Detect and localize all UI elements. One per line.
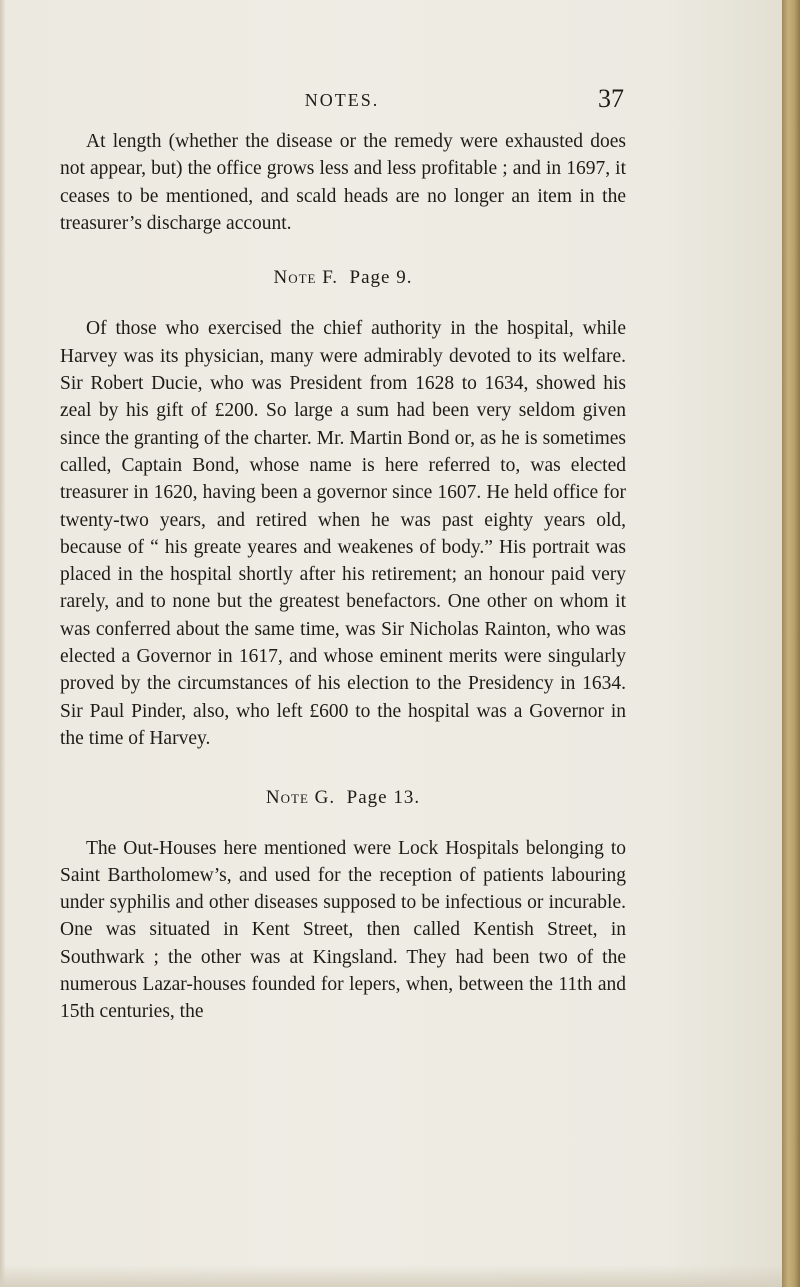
- note-f-page-ref: Page 9.: [349, 267, 413, 289]
- book-edge: [782, 0, 800, 1287]
- note-f-heading: [60, 264, 626, 291]
- note-g-label: Note G.: [265, 787, 336, 809]
- paragraph-note-f: Of those who exercised the chief authority in the hospital, while Harvey was its physician, many were admirably devoted to its welfare. Sir Robert Ducie, who was President from 1628 to 1634, showed his zeal by his gift of £200. So large a sum had been very seldom given since the granting of the charter. Mr. Martin Bond or, as he is sometimes called, Captain Bond, whose name is here referred to, was elected treasurer in 1620, having been a governor since 1607. He held office for twenty-two years, and retired when he was past eighty years old, because of “ his greate yeares and weakenes of body.” His portrait was placed in the hospital shortly after his retirement; an honour paid very rarely, and to none but the greatest benefactors. One other on whom it was conferred about the same time, was Sir Nicholas Rainton, who was elected a Governor in 1617, and whose eminent merits were singularly proved by the circumstances of his election to the Presidency in 1634. Sir Paul Pinder, also, who left £600 to the hospital was a Governor in the time of Harvey.: [60, 318, 626, 749]
- running-head: NOTES.: [304, 90, 380, 110]
- page-number: 37: [598, 84, 624, 113]
- note-g-heading: [60, 784, 626, 811]
- page-header: [60, 84, 624, 114]
- paragraph-intro: At length (whether the disease or the remedy were exhausted does not appear, but) the office grows less and less profitable ; and in 1697, it ceases to be mentioned, and scald heads are no longer an item in the treasurer’s discharge account.: [60, 131, 626, 234]
- page-bottom-shadow: [0, 1265, 782, 1287]
- note-g-page-ref: Page 13.: [346, 787, 421, 809]
- page-gutter-shadow: [0, 0, 6, 1287]
- body-text: [60, 128, 626, 1026]
- paragraph-note-g: The Out-Houses here mentioned were Lock Hospitals belonging to Saint Bartholomew’s, and used for the reception of patients labouring under syphilis and other diseases supposed to be infectious or incurable. One was situated in Kent Street, then called Kentish Street, in Southwark ; the other was at Kingsland. They had been two of the numerous Lazar-houses founded for lepers, when, between the 11th and 15th centuries, the: [60, 837, 626, 1023]
- note-f-label: Note F.: [273, 267, 339, 289]
